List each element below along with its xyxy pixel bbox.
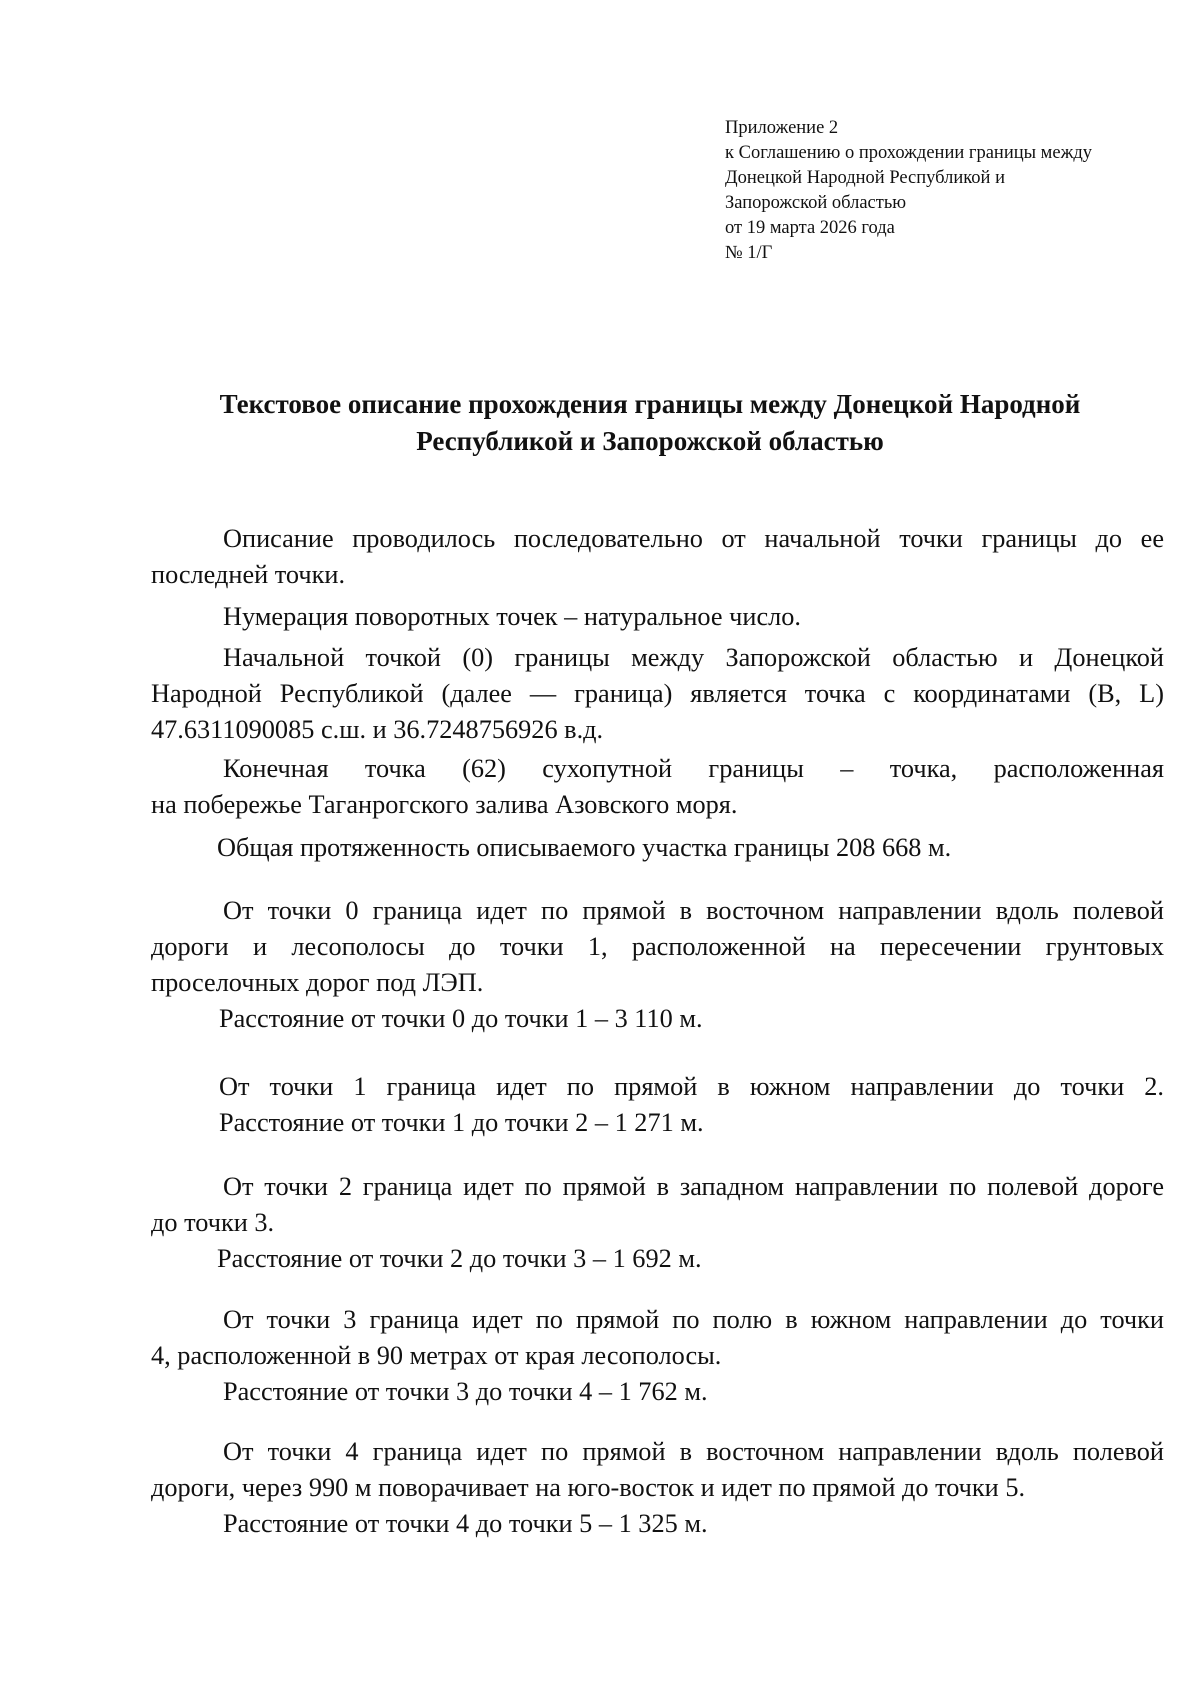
segment-distance: Расстояние от точки 4 до точки 5 – 1 325 м. xyxy=(223,1509,708,1538)
segment-description-line: От точки 1 граница идет по прямой в южном направлении до точки 2. xyxy=(219,1072,1164,1101)
segment-1-2 xyxy=(151,1069,1164,1141)
intro-paragraph-end-point xyxy=(151,751,1164,823)
appendix-line: от 19 марта 2026 года xyxy=(725,218,895,238)
segment-description-line: дороги, через 990 м поворачивает на юго-восток и идет по прямой до точки 5. xyxy=(151,1473,1026,1502)
intro-paragraph-start-point xyxy=(151,640,1164,748)
paragraph-line: Конечная точка (62) сухопутной границы – точка, расположенная xyxy=(223,754,1164,783)
document-title xyxy=(150,386,1150,460)
segment-0-1 xyxy=(151,893,1164,1037)
intro-paragraph-total-length xyxy=(151,830,1164,866)
intro-paragraph-numbering xyxy=(151,599,1164,635)
appendix-line: № 1/Г xyxy=(725,243,773,263)
paragraph-line: Народной Республикой (далее — граница) является точка с координатами (B, L) xyxy=(151,679,1164,708)
segment-description-line: От точки 0 граница идет по прямой в восточном направлении вдоль полевой xyxy=(223,896,1164,925)
paragraph-line: Описание проводилось последовательно от начальной точки границы до ее xyxy=(223,524,1164,553)
segment-description-line: до точки 3. xyxy=(151,1208,275,1237)
segment-description-line: проселочных дорог под ЛЭП. xyxy=(151,968,484,997)
appendix-header xyxy=(725,116,1185,266)
title-line-1: Текстовое описание прохождения границы между Донецкой Народной xyxy=(219,389,1081,419)
title-line-2: Республикой и Запорожской областью xyxy=(416,426,884,456)
appendix-line: Приложение 2 xyxy=(725,118,839,138)
segment-description-line: 4, расположенной в 90 метрах от края лесополосы. xyxy=(151,1341,722,1370)
intro-paragraph-method xyxy=(151,521,1164,593)
appendix-line: Запорожской областью xyxy=(725,193,907,213)
paragraph-line: 47.6311090085 с.ш. и 36.7248756926 в.д. xyxy=(151,715,604,744)
segment-distance: Расстояние от точки 1 до точки 2 – 1 271 м. xyxy=(219,1108,704,1137)
segment-distance: Расстояние от точки 3 до точки 4 – 1 762 м. xyxy=(223,1377,708,1406)
segment-3-4 xyxy=(151,1302,1164,1410)
paragraph-line: Нумерация поворотных точек – натуральное число. xyxy=(223,602,801,631)
segment-description-line: дороги и лесополосы до точки 1, расположенной на пересечении грунтовых xyxy=(151,932,1164,961)
appendix-line: Донецкой Народной Республикой и xyxy=(725,168,1005,188)
segment-distance: Расстояние от точки 0 до точки 1 – 3 110 м. xyxy=(219,1004,703,1033)
segment-distance: Расстояние от точки 2 до точки 3 – 1 692 м. xyxy=(217,1244,702,1273)
segment-2-3 xyxy=(151,1169,1164,1277)
segment-description-line: От точки 3 граница идет по прямой по полю в южном направлении до точки xyxy=(223,1305,1164,1334)
appendix-line: к Соглашению о прохождении границы между xyxy=(725,143,1093,163)
paragraph-line: Начальной точкой (0) границы между Запорожской областью и Донецкой xyxy=(223,643,1164,672)
paragraph-line: на побережье Таганрогского залива Азовского моря. xyxy=(151,790,738,819)
segment-4-5 xyxy=(151,1434,1164,1542)
segment-description-line: От точки 2 граница идет по прямой в западном направлении по полевой дороге xyxy=(223,1172,1164,1201)
segment-description-line: От точки 4 граница идет по прямой в восточном направлении вдоль полевой xyxy=(223,1437,1164,1466)
paragraph-line: последней точки. xyxy=(151,560,346,589)
paragraph-line: Общая протяженность описываемого участка границы 208 668 м. xyxy=(217,833,952,862)
